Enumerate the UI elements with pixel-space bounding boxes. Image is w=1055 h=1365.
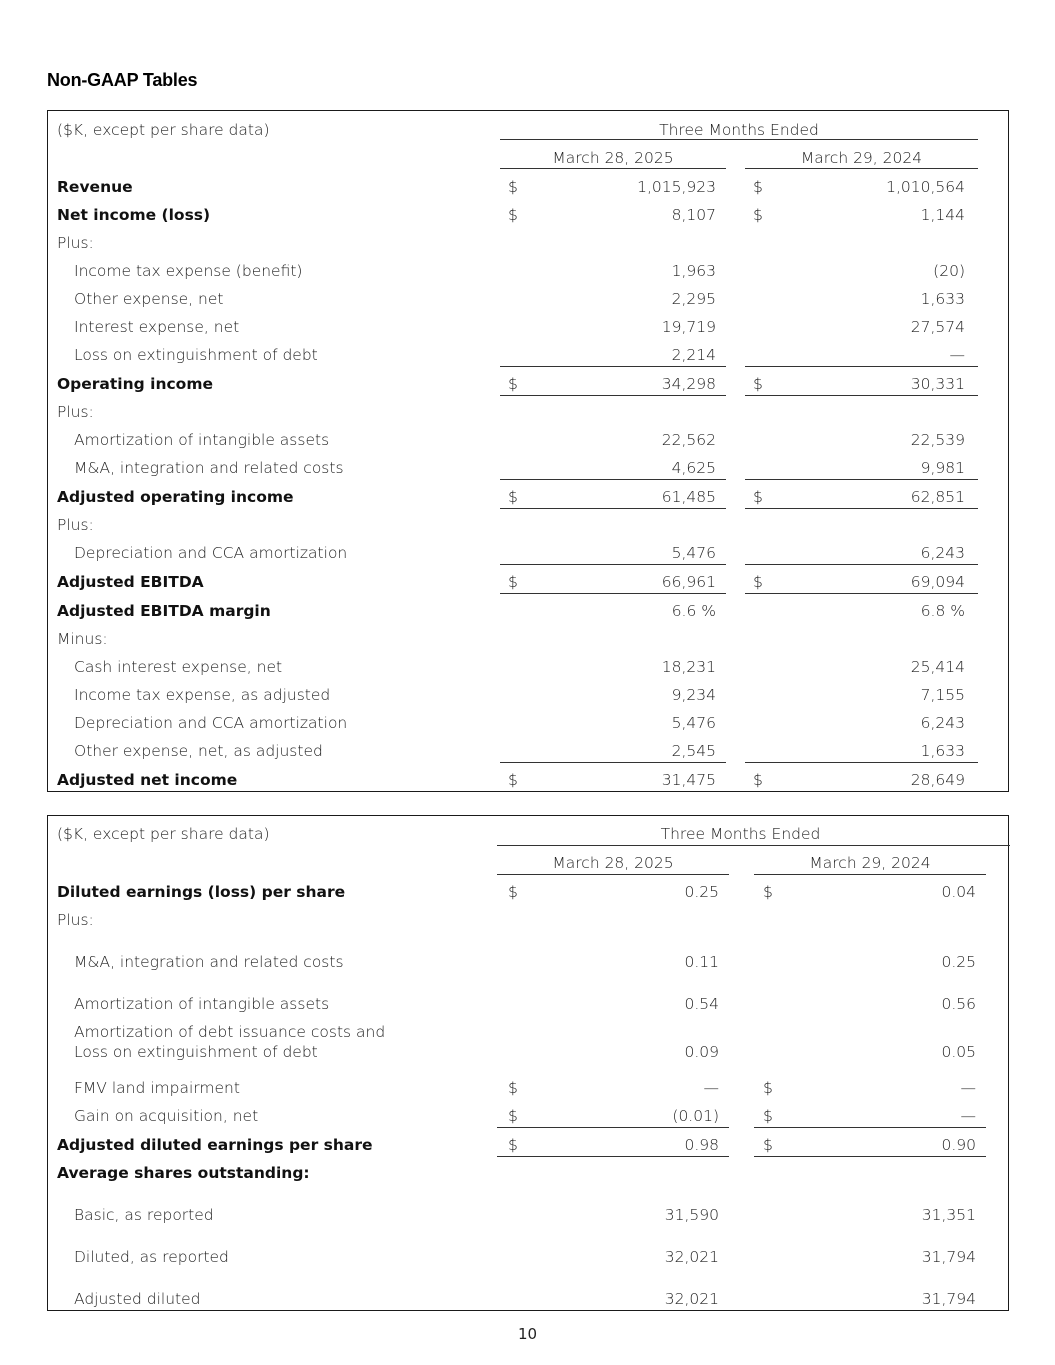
- value-2024: 1,633: [920, 742, 965, 760]
- subtotal-rule: [745, 593, 978, 594]
- row-label: Adjusted EBITDA: [57, 573, 204, 591]
- dollar-sign: $: [753, 488, 763, 506]
- subtotal-rule: [745, 395, 978, 396]
- row-label: Plus:: [57, 234, 94, 252]
- value-2024: 69,094: [910, 573, 965, 591]
- row-label: Adjusted diluted earnings per share: [57, 1136, 373, 1154]
- value-2024: 28,649: [910, 771, 965, 789]
- row-label: Interest expense, net: [74, 318, 240, 336]
- dollar-sign: $: [508, 771, 518, 789]
- value-2024: 6,243: [920, 714, 965, 732]
- column-header-2024: March 29, 2024: [800, 149, 923, 167]
- value-2025: 9,234: [671, 686, 716, 704]
- subtotal-rule: [745, 564, 978, 565]
- subtotal-rule: [745, 479, 978, 480]
- row-label: Revenue: [57, 178, 133, 196]
- row-label: Gain on acquisition, net: [74, 1107, 259, 1125]
- dollar-sign: $: [753, 771, 763, 789]
- row-label: Operating income: [57, 375, 213, 393]
- dollar-sign: $: [508, 488, 518, 506]
- value-2025: 31,590: [664, 1206, 719, 1224]
- row-label: Net income (loss): [57, 206, 211, 224]
- value-2024: 0.56: [941, 995, 976, 1013]
- value-2024: 6,243: [920, 544, 965, 562]
- row-label: Diluted, as reported: [74, 1248, 229, 1266]
- dollar-sign: $: [508, 206, 518, 224]
- row-label: Amortization of intangible assets: [74, 995, 330, 1013]
- dollar-sign: $: [508, 1079, 518, 1097]
- value-2025: 5,476: [671, 544, 716, 562]
- subtotal-rule: [500, 564, 726, 565]
- value-2025: 2,295: [671, 290, 716, 308]
- subtotal-rule: [745, 366, 978, 367]
- row-label-continued: Loss on extinguishment of debt: [74, 1043, 318, 1061]
- value-2024: —: [960, 1107, 976, 1125]
- subtotal-rule: [500, 762, 726, 763]
- value-2025: 32,021: [664, 1290, 719, 1308]
- subtotal-rule: [754, 1127, 986, 1128]
- row-label: Plus:: [57, 911, 94, 929]
- row-label: Plus:: [57, 516, 94, 534]
- value-2025: 1,963: [671, 262, 716, 280]
- value-2024: 1,144: [920, 206, 965, 224]
- row-label: Minus:: [57, 630, 108, 648]
- value-2024: —: [960, 1079, 976, 1097]
- header-rule: [500, 139, 978, 140]
- header-rule: [745, 168, 978, 169]
- value-2025: 1,015,923: [637, 178, 716, 196]
- row-label: Income tax expense, as adjusted: [74, 686, 331, 704]
- period-header: Three Months Ended: [659, 121, 819, 139]
- value-2025: —: [703, 1079, 719, 1097]
- value-2025: 61,485: [661, 488, 716, 506]
- page-title: Non-GAAP Tables: [47, 70, 198, 90]
- dollar-sign: $: [508, 178, 518, 196]
- value-2024: 31,351: [921, 1206, 976, 1224]
- value-2025: 31,475: [661, 771, 716, 789]
- row-label: Amortization of intangible assets: [74, 431, 330, 449]
- column-header-2024: March 29, 2024: [809, 854, 931, 872]
- value-2025: 34,298: [661, 375, 716, 393]
- value-2024: 0.04: [941, 883, 976, 901]
- header-rule: [497, 874, 729, 875]
- value-2024: 1,010,564: [886, 178, 965, 196]
- subtotal-rule: [497, 1127, 729, 1128]
- subtotal-rule: [497, 1156, 729, 1157]
- column-header-2025: March 28, 2025: [552, 149, 674, 167]
- row-label: Depreciation and CCA amortization: [74, 544, 348, 562]
- row-label: Adjusted operating income: [57, 488, 294, 506]
- value-2024: 25,414: [910, 658, 965, 676]
- subtotal-rule: [500, 366, 726, 367]
- dollar-sign: $: [763, 883, 773, 901]
- row-label: FMV land impairment: [74, 1079, 240, 1097]
- unit-label: ($K, except per share data): [57, 121, 270, 139]
- value-2024: 62,851: [910, 488, 965, 506]
- non-gaap-reconciliation-table: [47, 110, 1009, 792]
- header-rule: [497, 845, 1010, 846]
- dollar-sign: $: [508, 1136, 518, 1154]
- row-label: Amortization of debt issuance costs and: [74, 1023, 386, 1041]
- value-2025: 0.98: [684, 1136, 719, 1154]
- dollar-sign: $: [753, 375, 763, 393]
- value-2025: 19,719: [661, 318, 716, 336]
- value-2024: 9,981: [920, 459, 965, 477]
- value-2024: 31,794: [921, 1248, 976, 1266]
- dollar-sign: $: [753, 178, 763, 196]
- row-label: Diluted earnings (loss) per share: [57, 883, 346, 901]
- value-2024: 6.8 %: [920, 602, 965, 620]
- page-number: 10: [517, 1325, 538, 1343]
- value-2024: 0.25: [941, 953, 976, 971]
- subtotal-rule: [745, 762, 978, 763]
- column-header-2025: March 28, 2025: [552, 854, 674, 872]
- value-2025: (0.01): [672, 1107, 719, 1125]
- value-2024: 1,633: [920, 290, 965, 308]
- row-label: Adjusted diluted: [74, 1290, 201, 1308]
- value-2025: 0.54: [684, 995, 719, 1013]
- value-2024: 30,331: [910, 375, 965, 393]
- value-2025: 4,625: [671, 459, 716, 477]
- subtotal-rule: [500, 479, 726, 480]
- value-2025: 0.25: [684, 883, 719, 901]
- row-label: Other expense, net, as adjusted: [74, 742, 323, 760]
- value-2025: 66,961: [661, 573, 716, 591]
- row-label: Income tax expense (benefit): [74, 262, 303, 280]
- row-label: Basic, as reported: [74, 1206, 214, 1224]
- subtotal-rule: [500, 508, 726, 509]
- value-2025: 6.6 %: [671, 602, 716, 620]
- row-label: Plus:: [57, 403, 94, 421]
- row-label: M&A, integration and related costs: [74, 459, 344, 477]
- dollar-sign: $: [508, 1107, 518, 1125]
- dollar-sign: $: [763, 1079, 773, 1097]
- value-2025: 5,476: [671, 714, 716, 732]
- dollar-sign: $: [753, 573, 763, 591]
- subtotal-rule: [745, 508, 978, 509]
- value-2025: 32,021: [664, 1248, 719, 1266]
- value-2024: 22,539: [910, 431, 965, 449]
- eps-reconciliation-table: [47, 815, 1009, 1311]
- row-label: M&A, integration and related costs: [74, 953, 344, 971]
- value-2024: (20): [933, 262, 965, 280]
- subtotal-rule: [754, 1156, 986, 1157]
- value-2024: 31,794: [921, 1290, 976, 1308]
- dollar-sign: $: [508, 375, 518, 393]
- value-2025: 0.11: [684, 953, 719, 971]
- row-label: Loss on extinguishment of debt: [74, 346, 318, 364]
- dollar-sign: $: [508, 883, 518, 901]
- dollar-sign: $: [508, 573, 518, 591]
- period-header: Three Months Ended: [660, 825, 821, 843]
- value-2024: 0.90: [941, 1136, 976, 1154]
- dollar-sign: $: [763, 1136, 773, 1154]
- value-2025: 0.09: [684, 1043, 719, 1061]
- row-label: Cash interest expense, net: [74, 658, 283, 676]
- row-label: Adjusted net income: [57, 771, 238, 789]
- header-rule: [754, 874, 986, 875]
- dollar-sign: $: [753, 206, 763, 224]
- value-2025: 22,562: [661, 431, 716, 449]
- value-2024: 0.05: [941, 1043, 976, 1061]
- row-label: Adjusted EBITDA margin: [57, 602, 271, 620]
- subtotal-rule: [500, 593, 726, 594]
- value-2025: 18,231: [661, 658, 716, 676]
- subtotal-rule: [500, 395, 726, 396]
- value-2025: 8,107: [671, 206, 716, 224]
- value-2024: —: [949, 346, 965, 364]
- row-label: Depreciation and CCA amortization: [74, 714, 348, 732]
- unit-label: ($K, except per share data): [57, 825, 270, 843]
- header-rule: [500, 168, 726, 169]
- value-2025: 2,214: [671, 346, 716, 364]
- row-label: Average shares outstanding:: [57, 1164, 310, 1182]
- value-2024: 27,574: [910, 318, 965, 336]
- row-label: Other expense, net: [74, 290, 224, 308]
- value-2025: 2,545: [671, 742, 716, 760]
- value-2024: 7,155: [920, 686, 965, 704]
- dollar-sign: $: [763, 1107, 773, 1125]
